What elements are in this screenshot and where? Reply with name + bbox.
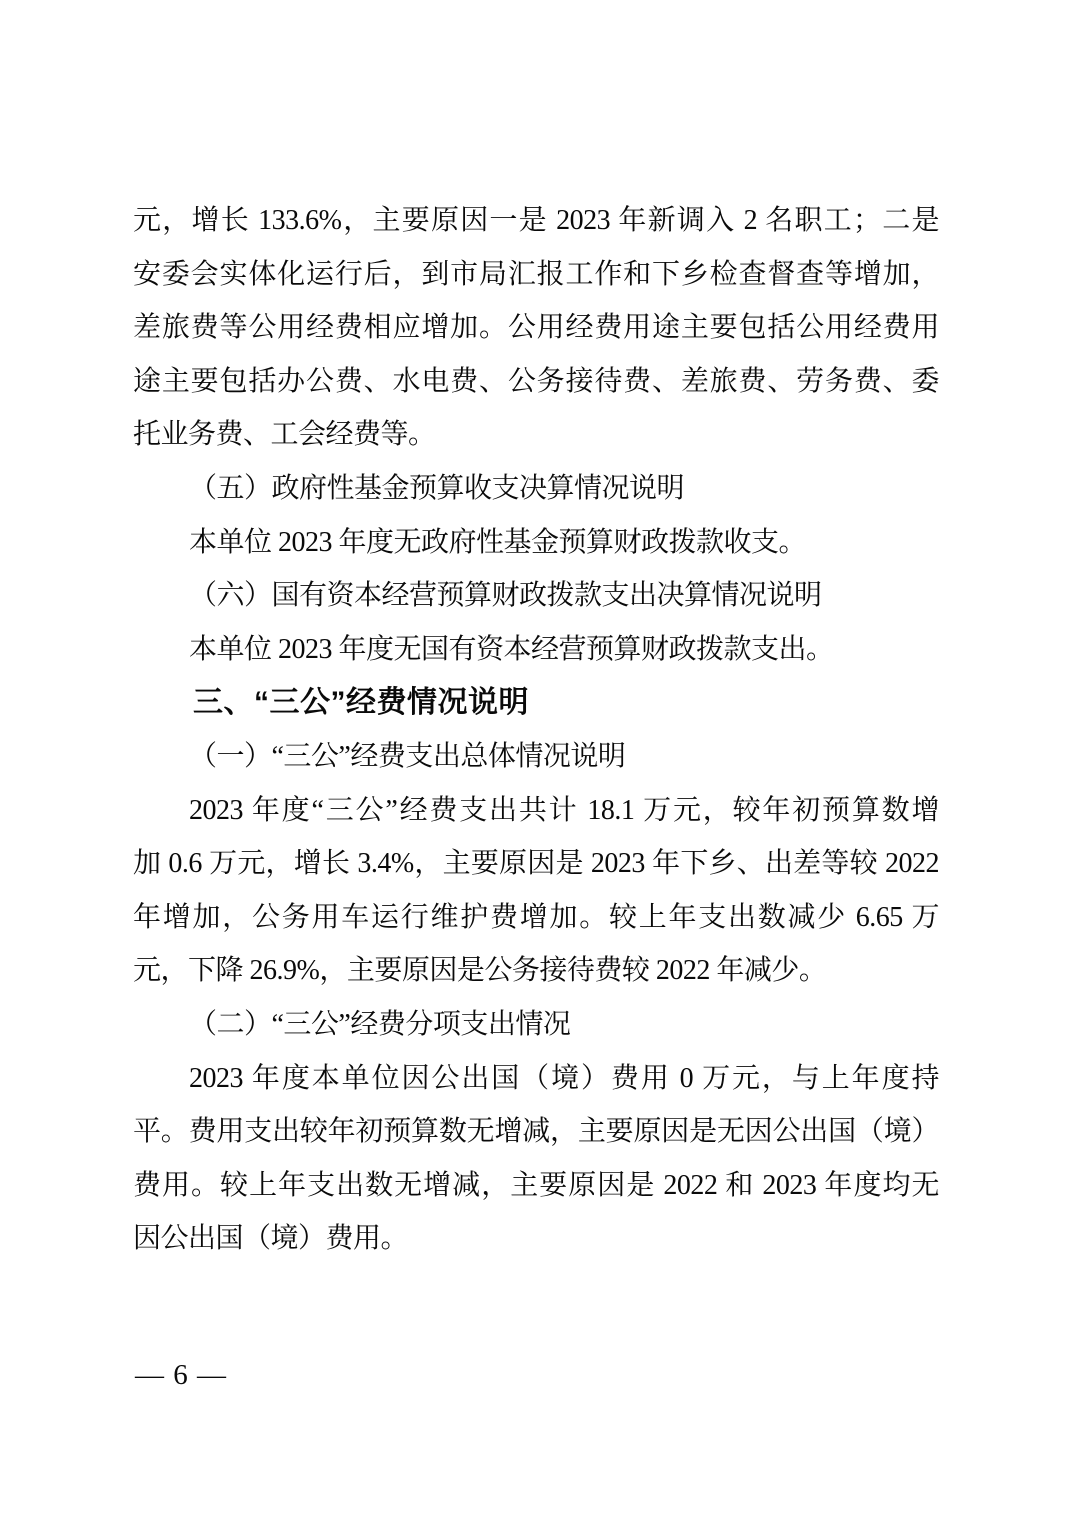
paragraph-line: 托业务费、工会经费等。 <box>133 419 436 451</box>
paragraph-line: 年增加，公务用车运行维护费增加。较上年支出数减少 6.65 万 <box>133 901 939 933</box>
paragraph-line: 安委会实体化运行后，到市局汇报工作和下乡检查督查等增加， <box>133 258 939 290</box>
paragraph-line: 平。费用支出较年初预算数无增减，主要原因是无因公出国（境） <box>133 1116 939 1148</box>
paragraph-line: 加 0.6 万元，增长 3.4%，主要原因是 2023 年下乡、出差等较 2022 <box>133 848 939 880</box>
page-number: — 6 — <box>135 1359 227 1391</box>
document-body <box>133 194 939 1266</box>
subsection-heading-6: （六）国有资本经营预算财政拨款支出决算情况说明 <box>189 580 822 612</box>
paragraph-line: 途主要包括办公费、水电费、公务接待费、差旅费、劳务费、委 <box>133 365 939 397</box>
paragraph-line: 差旅费等公用经费相应增加。公用经费用途主要包括公用经费用 <box>133 312 939 344</box>
subsection-heading-5: （五）政府性基金预算收支决算情况说明 <box>189 472 685 504</box>
paragraph-line: 费用。较上年支出数无增减，主要原因是 2022 和 2023 年度均无 <box>133 1169 939 1201</box>
paragraph-line: 2023 年度“三公”经费支出共计 18.1 万元，较年初预算数增 <box>189 794 939 826</box>
section-heading-3: 三、“三公”经费情况说明 <box>193 686 529 720</box>
paragraph-line: 元，增长 133.6%，主要原因一是 2023 年新调入 2 名职工；二是 <box>133 205 939 236</box>
paragraph-line: 本单位 2023 年度无国有资本经营预算财政拨款支出。 <box>189 633 834 665</box>
paragraph-line: 2023 年度本单位因公出国（境）费用 0 万元，与上年度持 <box>189 1062 939 1094</box>
paragraph-line: 因公出国（境）费用。 <box>133 1223 409 1255</box>
subsection-heading-2: （二）“三公”经费分项支出情况 <box>189 1008 571 1040</box>
subsection-heading-1: （一）“三公”经费支出总体情况说明 <box>189 740 626 772</box>
paragraph-line: 本单位 2023 年度无政府性基金预算财政拨款收支。 <box>189 526 807 558</box>
paragraph-line: 元，下降 26.9%，主要原因是公务接待费较 2022 年减少。 <box>133 955 827 987</box>
